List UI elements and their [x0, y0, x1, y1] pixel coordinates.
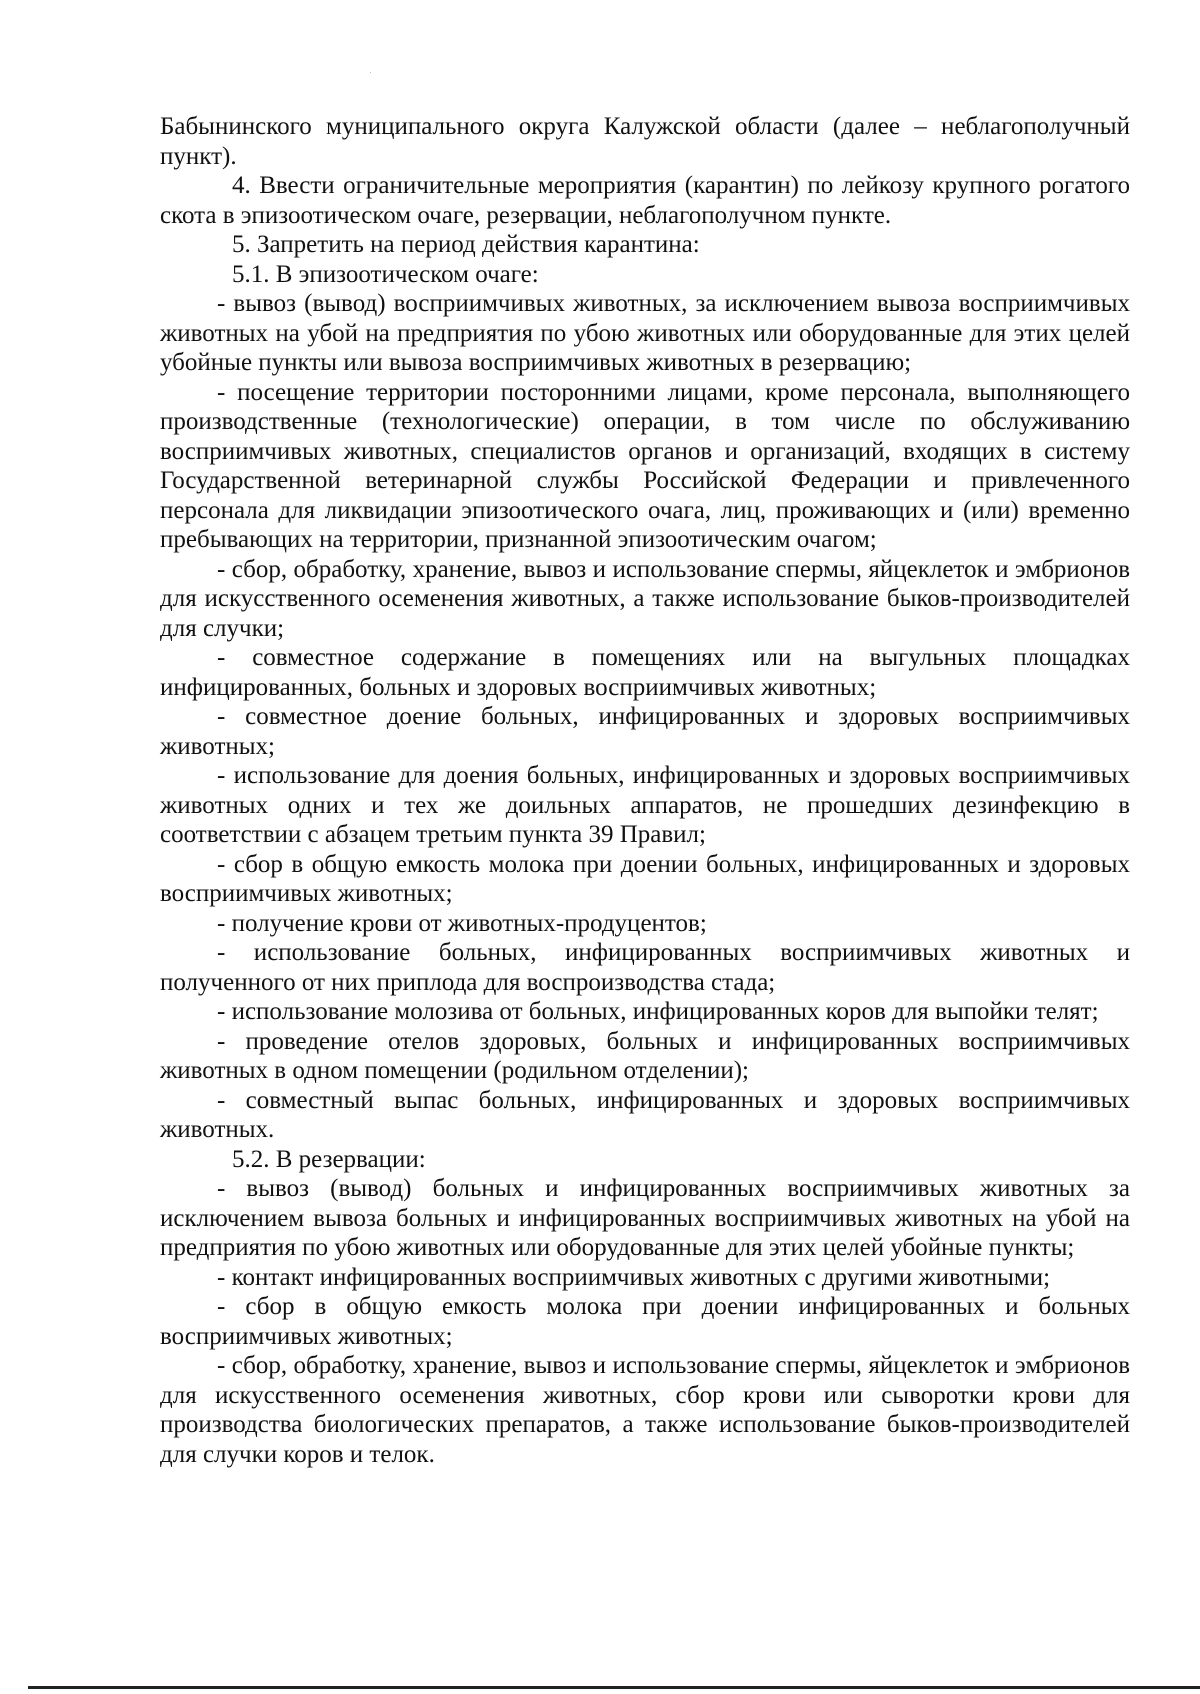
- list-item: - использование для доения больных, инфицированных и здоровых восприимчивых животных одних и тех же доильных аппаратов, не прошедших дезинфекцию в соответствии с абзацем третьим пункта 39 Правил;: [160, 762, 1130, 848]
- paragraph-continuation: Бабынинского муниципального округа Калужской области (далее – неблагополучный пункт).: [160, 113, 1130, 170]
- list-item: - совместное содержание в помещениях или на выгульных площадках инфицированных, больных и здоровых восприимчивых животных;: [160, 644, 1130, 701]
- list-item: - вывоз (вывод) больных и инфицированных восприимчивых животных за исключением вывоза больных и инфицированных восприимчивых животных на убой на предприятия по убою животных или оборудованные для этих целей убойные пункты;: [160, 1175, 1130, 1261]
- list-item: - контакт инфицированных восприимчивых животных с другими животными;: [217, 1263, 1051, 1291]
- list-item: - совместное доение больных, инфицированных и здоровых восприимчивых животных;: [160, 703, 1130, 760]
- list-item: - использование больных, инфицированных восприимчивых животных и полученного от них приплода для воспроизводства стада;: [160, 939, 1130, 996]
- list-item: - сбор, обработку, хранение, вывоз и использование спермы, яйцеклеток и эмбрионов для искусственного осеменения животных, а также использование быков-производителей для случки;: [160, 555, 1130, 642]
- list-item: - сбор в общую емкость молока при доении больных, инфицированных и здоровых восприимчивых животных;: [160, 850, 1130, 907]
- paragraph-item-5-2: 5.2. В резервации:: [232, 1145, 426, 1173]
- list-item: - сбор в общую емкость молока при доении инфицированных и больных восприимчивых животных;: [160, 1293, 1130, 1350]
- scan-speck: [370, 72, 371, 73]
- list-item: - посещение территории посторонними лицами, кроме персонала, выполняющего производственные (технологические) операции, в том числе по обслуживанию восприимчивых животных, специалистов органов и организаций, входящих в систему Государственной ветеринарной службы Российской Федерации и привлеченного персонала для ликвидации эпизоотического очага, лиц, проживающих и (или) временно пребывающих на территории, признанной эпизоотическим очагом;: [160, 378, 1130, 553]
- paragraph-item-5: 5. Запретить на период действия карантина:: [232, 231, 700, 258]
- list-item: - проведение отелов здоровых, больных и инфицированных восприимчивых животных в одном помещении (родильном отделении);: [160, 1027, 1130, 1084]
- list-item: - использование молозива от больных, инфицированных коров для выпойки телят;: [217, 998, 1099, 1025]
- list-item: - получение крови от животных-продуцентов;: [217, 909, 707, 937]
- footer-divider: [28, 1686, 1200, 1689]
- document-body: [160, 112, 1130, 1469]
- list-item: - вывоз (вывод) восприимчивых животных, за исключением вывоза восприимчивых животных на убой на предприятия по убою животных или оборудованные для этих целей убойные пункты или вывоза восприимчивых животных в резервацию;: [160, 290, 1130, 376]
- paragraph-item-5-1: 5.1. В эпизоотическом очаге:: [232, 260, 539, 288]
- list-item: - совместный выпас больных, инфицированных и здоровых восприимчивых животных.: [160, 1086, 1130, 1143]
- list-item: - сбор, обработку, хранение, вывоз и использование спермы, яйцеклеток и эмбрионов для искусственного осеменения животных, сбор крови или сыворотки крови для производства биологических препаратов, а также использование быков-производителей для случки коров и телок.: [160, 1352, 1130, 1468]
- paragraph-item-4: 4. Ввести ограничительные мероприятия (карантин) по лейкозу крупного рогатого скота в эпизоотическом очаге, резервации, неблагополучном пункте.: [160, 172, 1130, 229]
